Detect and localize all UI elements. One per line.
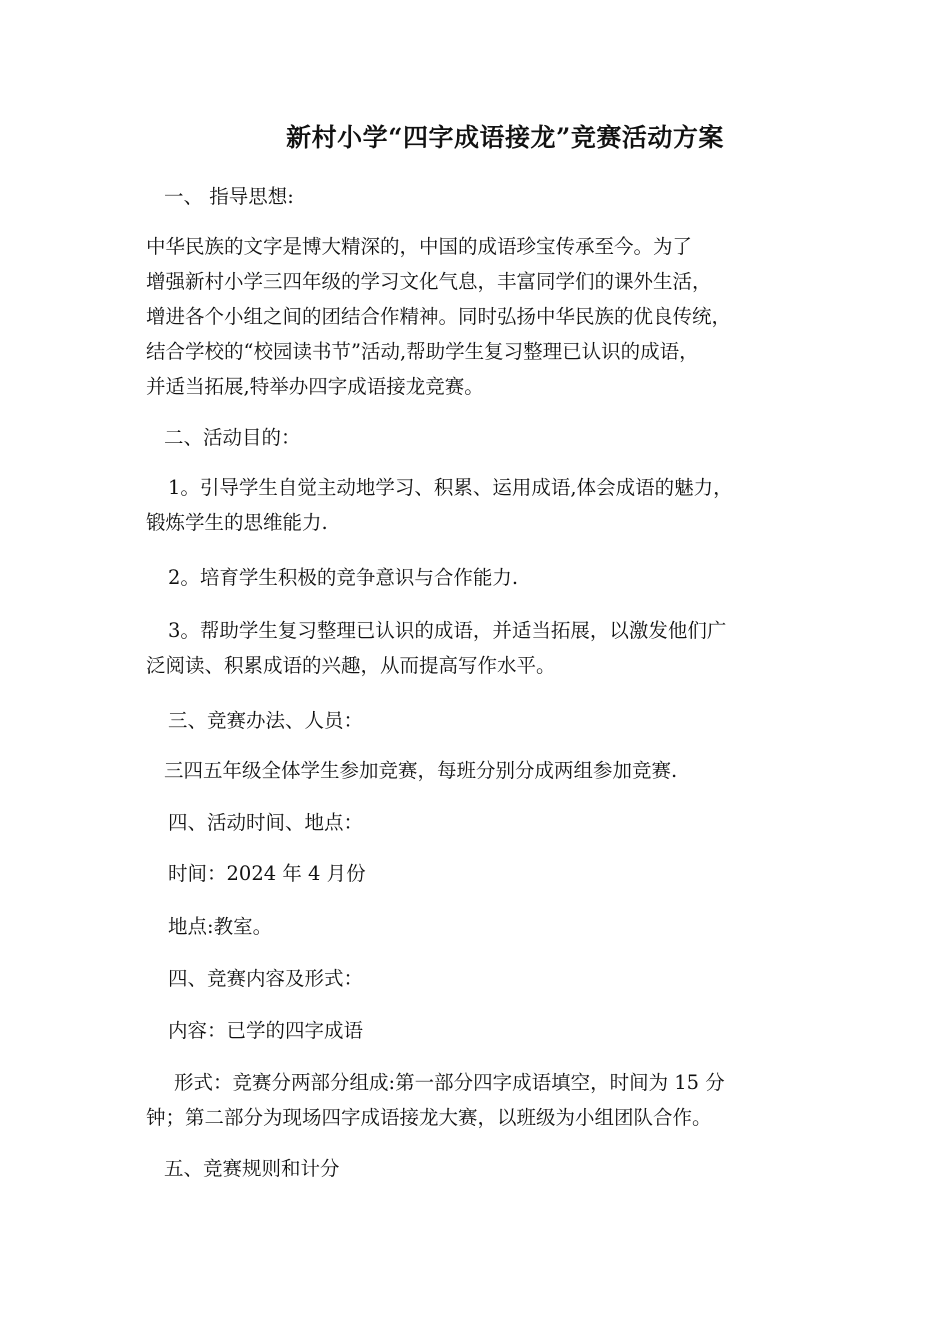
paragraph-line: 泛阅读、积累成语的兴趣，从而提高写作水平。 <box>146 654 556 677</box>
purpose-item-2: 2。培育学生积极的竞争意识与合作能力. <box>168 566 519 589</box>
section-heading-time-place: 四、活动时间、地点： <box>168 811 364 834</box>
section-heading-rules: 五、竞赛规则和计分 <box>164 1157 340 1180</box>
content-text: 内容：已学的四字成语 <box>168 1019 364 1042</box>
paragraph-line: 钟；第二部分为现场四字成语接龙大赛，以班级为小组团队合作。 <box>146 1106 712 1129</box>
paragraph-line: 1。引导学生自觉主动地学习、积累、运用成语,体会成语的魅力， <box>168 476 733 499</box>
paragraph-line: 中华民族的文字是博大精深的，中国的成语珍宝传承至今。为了 <box>146 235 693 258</box>
purpose-item-1 <box>146 470 816 540</box>
method-text: 三四五年级全体学生参加竞赛，每班分别分成两组参加竞赛. <box>164 759 678 782</box>
form-text <box>146 1065 816 1135</box>
paragraph-line: 形式：竞赛分两部分组成:第一部分四字成语填空，时间为 15 分 <box>174 1071 725 1094</box>
purpose-item-3 <box>146 613 816 683</box>
section-heading-method: 三、竞赛办法、人员： <box>168 709 364 732</box>
section-heading-purpose: 二、活动目的： <box>164 426 301 449</box>
paragraph-line: 结合学校的“校园读书节”活动,帮助学生复习整理已认识的成语， <box>146 340 699 363</box>
section-heading-guiding-ideology: 一、 指导思想: <box>164 185 294 208</box>
paragraph-line: 3。帮助学生复习整理已认识的成语，并适当拓展，以激发他们广 <box>168 619 727 642</box>
section-heading-content-form: 四、竞赛内容及形式： <box>168 967 364 990</box>
paragraph-line: 增进各个小组之间的团结合作精神。同时弘扬中华民族的优良传统， <box>146 305 732 328</box>
paragraph-line: 并适当拓展,特举办四字成语接龙竞赛。 <box>146 375 484 398</box>
time-text: 时间：2024 年 4 月份 <box>168 862 366 885</box>
document-title: 新村小学“四字成语接龙”竞赛活动方案 <box>286 123 724 152</box>
paragraph-line: 增强新村小学三四年级的学习文化气息，丰富同学们的课外生活， <box>146 270 712 293</box>
place-text: 地点:教室。 <box>168 915 273 938</box>
paragraph-guiding-ideology <box>146 229 816 404</box>
paragraph-line: 锻炼学生的思维能力. <box>146 511 328 534</box>
